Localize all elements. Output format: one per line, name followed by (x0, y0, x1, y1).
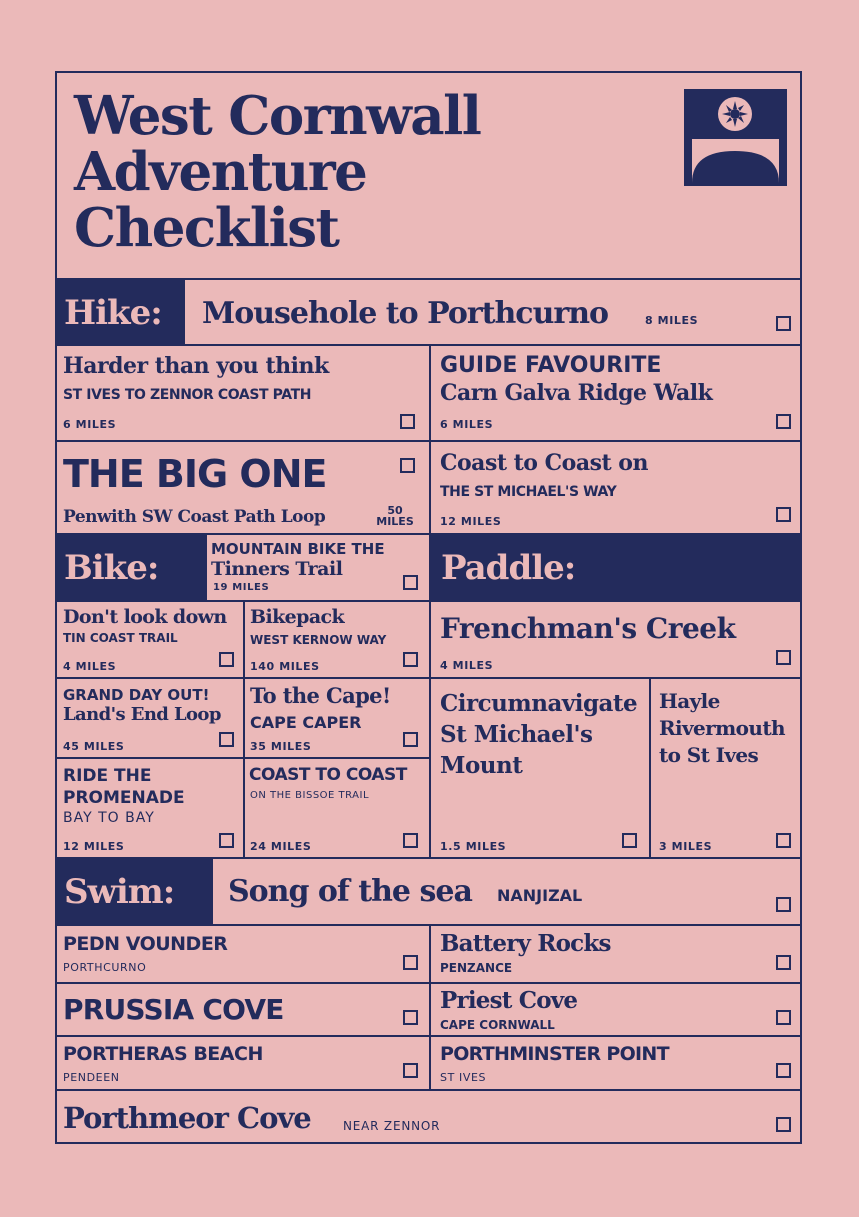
title-line-2: Adventure (74, 141, 367, 203)
swim-a-sub: PORTHCURNO (63, 961, 147, 974)
paddle-b-line3: Mount (440, 752, 523, 779)
swim-main-name: Song of the sea (228, 874, 472, 909)
swim-d-title: Priest Cove (440, 987, 578, 1014)
hike-main-miles: 8 MILES (645, 314, 699, 327)
hike-main-checkbox[interactable] (776, 316, 791, 331)
hike-c-checkbox[interactable] (400, 458, 415, 473)
bike-e-line1: RIDE THE (63, 766, 152, 786)
hike-d-miles: 12 MILES (440, 515, 502, 528)
hike-d-sub: THE ST MICHAEL'S WAY (440, 484, 617, 500)
swim-g-checkbox[interactable] (776, 1117, 791, 1132)
paddle-label: Paddle: (441, 548, 576, 588)
hike-header (56, 279, 185, 344)
paddle-c-line1: Hayle (659, 689, 720, 713)
bike-b-miles: 140 MILES (250, 660, 320, 673)
paddle-a-checkbox[interactable] (776, 650, 791, 665)
bike-f-sub: ON THE BISSOE TRAIL (250, 790, 370, 801)
bike-e-miles: 12 MILES (63, 840, 125, 853)
bike-header (56, 534, 205, 600)
hike-b-miles: 6 MILES (440, 418, 494, 431)
page-title (74, 85, 481, 259)
bike-d-title: To the Cape! (250, 683, 391, 708)
swim-e-checkbox[interactable] (403, 1063, 418, 1078)
bike-c-checkbox[interactable] (219, 732, 234, 747)
swim-e-sub: PENDEEN (63, 1071, 120, 1084)
bike-d-sub: CAPE CAPER (250, 713, 362, 732)
bike-e-line2: PROMENADE (63, 788, 185, 808)
swim-f-title: PORTHMINSTER POINT (440, 1043, 669, 1065)
title-line-3: Checklist (74, 197, 339, 259)
bike-b-title: Bikepack (250, 606, 345, 628)
hike-c-miles (369, 505, 421, 527)
bike-a-sub: TIN COAST TRAIL (63, 631, 178, 645)
paddle-b-title (440, 688, 637, 781)
bike-f-title: COAST TO COAST (249, 765, 407, 785)
hike-c-sub: Penwith SW Coast Path Loop (63, 507, 326, 527)
hike-b-title: GUIDE FAVOURITE (440, 353, 662, 378)
swim-main-place: NANJIZAL (497, 886, 583, 905)
swim-d-checkbox[interactable] (776, 1010, 791, 1025)
bike-c-miles: 45 MILES (63, 740, 125, 753)
swim-c-checkbox[interactable] (403, 1010, 418, 1025)
paddle-b-miles: 1.5 MILES (440, 840, 507, 853)
paddle-c-line2: Rivermouth (659, 716, 785, 740)
bike-e-sub: BAY TO BAY (63, 810, 155, 826)
bike-a-title: Don't look down (63, 606, 227, 628)
swim-e-title: PORTHERAS BEACH (63, 1043, 263, 1065)
hike-b-sub: Carn Galva Ridge Walk (440, 380, 713, 406)
paddle-header (431, 534, 801, 600)
hike-a-checkbox[interactable] (400, 414, 415, 429)
bike-main-checkbox[interactable] (403, 575, 418, 590)
swim-g-sub: NEAR ZENNOR (343, 1119, 441, 1133)
bike-c-title: GRAND DAY OUT! (63, 686, 210, 704)
bike-f-miles: 24 MILES (250, 840, 312, 853)
bike-main-miles: 19 MILES (213, 582, 270, 593)
hike-c-title: THE BIG ONE (63, 452, 327, 496)
paddle-c-checkbox[interactable] (776, 833, 791, 848)
bike-e-checkbox[interactable] (219, 833, 234, 848)
paddle-c-line3: to St Ives (659, 743, 759, 767)
swim-a-checkbox[interactable] (403, 955, 418, 970)
bike-a-checkbox[interactable] (219, 652, 234, 667)
hike-d-title: Coast to Coast on (440, 450, 648, 476)
hike-a-title: Harder than you think (63, 353, 329, 379)
paddle-b-checkbox[interactable] (622, 833, 637, 848)
bike-b-checkbox[interactable] (403, 652, 418, 667)
swim-b-title: Battery Rocks (440, 930, 611, 957)
swim-a-title: PEDN VOUNDER (63, 933, 228, 955)
paddle-a-title: Frenchman's Creek (440, 612, 736, 645)
bike-c-sub: Land's End Loop (63, 704, 221, 725)
bike-f-checkbox[interactable] (403, 833, 418, 848)
swim-header (56, 858, 213, 924)
hike-main-name: Mousehole to Porthcurno (202, 296, 609, 331)
paddle-b-line1: Circumnavigate (440, 690, 638, 717)
hike-label: Hike: (64, 293, 162, 333)
swim-label: Swim: (64, 872, 175, 912)
bike-main-line2: Tinners Trail (211, 558, 343, 580)
hike-b-checkbox[interactable] (776, 414, 791, 429)
swim-c-title: PRUSSIA COVE (63, 993, 284, 1026)
bike-d-checkbox[interactable] (403, 732, 418, 747)
swim-b-sub: PENZANCE (440, 961, 513, 975)
swim-b-checkbox[interactable] (776, 955, 791, 970)
hike-c-miles-unit: MILES (376, 515, 414, 528)
hike-a-sub: ST IVES TO ZENNOR COAST PATH (63, 387, 312, 403)
swim-f-checkbox[interactable] (776, 1063, 791, 1078)
bike-a-miles: 4 MILES (63, 660, 117, 673)
swim-g-title: Porthmeor Cove (63, 1101, 311, 1135)
swim-f-sub: ST IVES (440, 1071, 487, 1084)
paddle-a-miles: 4 MILES (440, 659, 494, 672)
bike-main-line1: MOUNTAIN BIKE THE (211, 540, 385, 558)
bike-d-miles: 35 MILES (250, 740, 312, 753)
paddle-c-miles: 3 MILES (659, 840, 713, 853)
paddle-b-line2: St Michael's (440, 721, 593, 748)
sun-over-hill-logo-icon (684, 89, 787, 186)
hike-a-miles: 6 MILES (63, 418, 117, 431)
bike-label: Bike: (64, 548, 159, 588)
swim-d-sub: CAPE CORNWALL (440, 1018, 555, 1032)
hike-c-miles-num: 50 (387, 504, 403, 517)
title-line-1: West Cornwall (74, 85, 481, 147)
bike-e-title (63, 765, 185, 809)
paddle-c-title (659, 688, 785, 769)
bike-b-sub: WEST KERNOW WAY (250, 633, 387, 647)
hike-d-checkbox[interactable] (776, 507, 791, 522)
swim-main-checkbox[interactable] (776, 897, 791, 912)
